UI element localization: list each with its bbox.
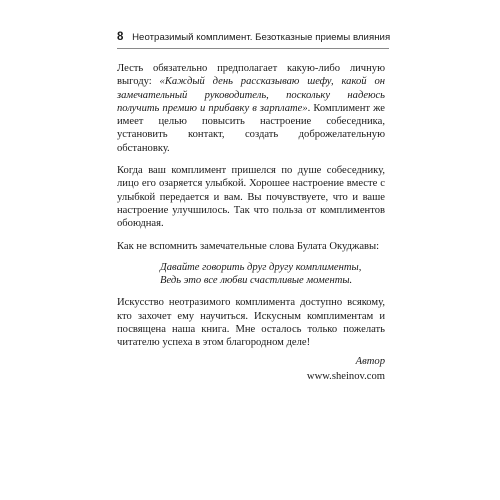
paragraph-flattery-lead: Лесть обязательно предполагает какую-либо личную выгоду:	[117, 63, 385, 88]
poem-line: Давайте говорить друг другу комплименты,	[160, 261, 362, 273]
poem-line: Ведь это все любви счастливые моменты.	[160, 274, 353, 286]
author-signature: Автор	[355, 355, 385, 367]
body-text	[117, 62, 385, 384]
running-head	[117, 30, 389, 49]
paragraph-flattery-tail: . Комплимент же имеет целью повысить настроение собеседника, установить контакт, создать доброжелательную обстановку.	[117, 102, 385, 154]
signature-block	[117, 354, 385, 384]
paragraph-flattery	[117, 62, 385, 155]
running-title: Неотразимый комплимент. Безотказные приемы влияния	[132, 32, 391, 43]
paragraph-art-of-compliment: Искусство неотразимого комплимента доступно всякому, кто захочет ему научиться. Искусным комплиментам и посвящена наша книга. Мне осталось только пожелать читателю успеха в этом благородном деле!	[117, 297, 385, 349]
poem-quote	[160, 262, 385, 288]
paragraph-okudzhava-intro: Как не вспомнить замечательные слова Булата Окуджавы:	[117, 240, 380, 252]
author-website: www.sheinov.com	[306, 370, 385, 382]
flattery-example-quote: «Каждый день рассказываю шефу, какой он замечательный руководитель, поскольку надеюсь получить премию и прибавку в зарплате»	[117, 76, 385, 114]
paragraph-smile: Когда ваш комплимент пришелся по душе собеседнику, лицо его озаряется улыбкой. Хорошее настроение вместе с улыбкой передается и вам. Вы почувствуете, что и ваше настроение улучшилось. Так что польза от комплиментов обоюдная.	[117, 165, 385, 230]
page-number: 8	[117, 31, 124, 43]
